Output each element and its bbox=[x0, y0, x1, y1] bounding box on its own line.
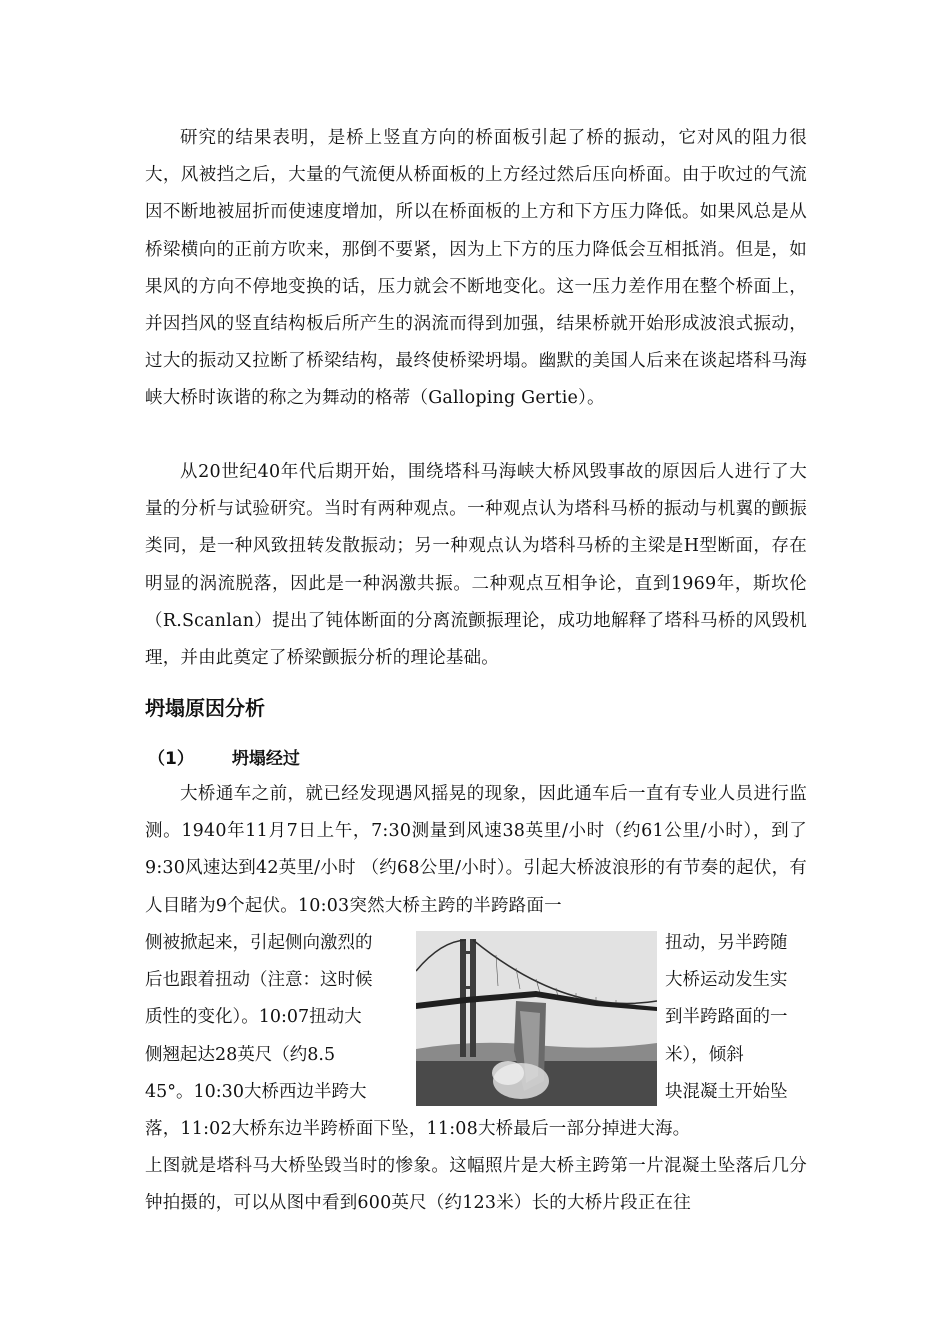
section-heading: 坍塌原因分析 bbox=[145, 696, 265, 720]
subsection-heading bbox=[148, 744, 300, 769]
paragraph-research-results: 研究的结果表明，是桥上竖直方向的桥面板引起了桥的振动，它对风的阻力很大，风被挡之后，大量的气流便从桥面板的上方经过然后压向桥面。由于吹过的气流因不断地被屈折而使速度增加，所以在桥面板的上方和下方压力降低。如果风总是从桥梁横向的正前方吹来，那倒不要紧，因为上下方的压力降低会互相抵消。但是，如果风的方向不停地变换的话，压力就会不断地变化。这一压力差作用在整个桥面上，并因挡风的竖直结构板后所产生的涡流而得到加强，结果桥就开始形成波浪式振动，过大的振动又拉断了桥梁结构，最终使桥梁坍塌。幽默的美国人后来在谈起塔科马海峡大桥时诙谐的称之为舞动的格蒂（Galloping Gertie）。 bbox=[145, 128, 807, 409]
wrap-right-line: 到半跨路面的一 bbox=[665, 1007, 788, 1028]
bridge-collapse-photo bbox=[416, 931, 657, 1106]
paragraph-collapse-end: 落，11:02大桥东边半跨桥面下坠，11:08大桥最后一部分掉进大海。 bbox=[145, 1119, 691, 1139]
wrap-text-right bbox=[665, 925, 807, 1111]
text-wrapped-photo-block bbox=[145, 925, 807, 1111]
subsection-number: （1） bbox=[148, 749, 194, 769]
wrap-left-line: 侧翘起达28英尺（约8.5 bbox=[145, 1044, 336, 1065]
wrap-text-left bbox=[145, 925, 407, 1111]
wrap-right-line: 米），倾斜 bbox=[665, 1044, 744, 1065]
bridge-collapse-illustration bbox=[416, 931, 657, 1106]
wrap-right-line: 扭动，另半跨随 bbox=[665, 933, 788, 953]
subsection-title: 坍塌经过 bbox=[231, 749, 300, 769]
paragraph-photo-caption: 上图就是塔科马大桥坠毁当时的惨象。这幅照片是大桥主跨第一片混凝土坠落后几分钟拍摄的，可以从图中看到600英尺（约123米）长的大桥片段正在往 bbox=[145, 1156, 807, 1214]
wrap-right-line: 大桥运动发生实 bbox=[665, 970, 788, 991]
wrap-left-line: 后也跟着扭动（注意：这时候 bbox=[145, 970, 373, 991]
wrap-right-line: 块混凝土开始坠 bbox=[665, 1081, 788, 1102]
paragraph-collapse-timeline: 大桥通车之前，就已经发现遇风摇晃的现象，因此通车后一直有专业人员进行监测。1940年11月7日上午，7:30测量到风速38英里/小时（约61公里/小时），到了9:30风速达到42英里/小时 （约68公里/小时）。引起大桥波浪形的有节奏的起伏，有人目睹为9个起伏。10:03突然大桥主跨的半跨路面一 bbox=[145, 784, 807, 916]
wrap-left-line: 45°。10:30大桥西边半跨大 bbox=[145, 1081, 367, 1102]
wrap-left-line: 质性的变化）。10:07扭动大 bbox=[145, 1007, 362, 1028]
wrap-left-line: 侧被掀起来，引起侧向激烈的 bbox=[145, 933, 373, 953]
paragraph-analysis-history: 从20世纪40年代后期开始，围绕塔科马海峡大桥风毁事故的原因后人进行了大量的分析与试验研究。当时有两种观点。一种观点认为塔科马桥的振动与机翼的颤振类同，是一种风致扭转发散振动；另一种观点认为塔科马桥的主梁是H型断面，存在明显的涡流脱落，因此是一种涡激共振。二种观点互相争论，直到1969年，斯坎伦（R.Scanlan）提出了钝体断面的分离流颤振理论，成功地解释了塔科马桥的风毁机理，并由此奠定了桥梁颤振分析的理论基础。 bbox=[145, 462, 807, 669]
